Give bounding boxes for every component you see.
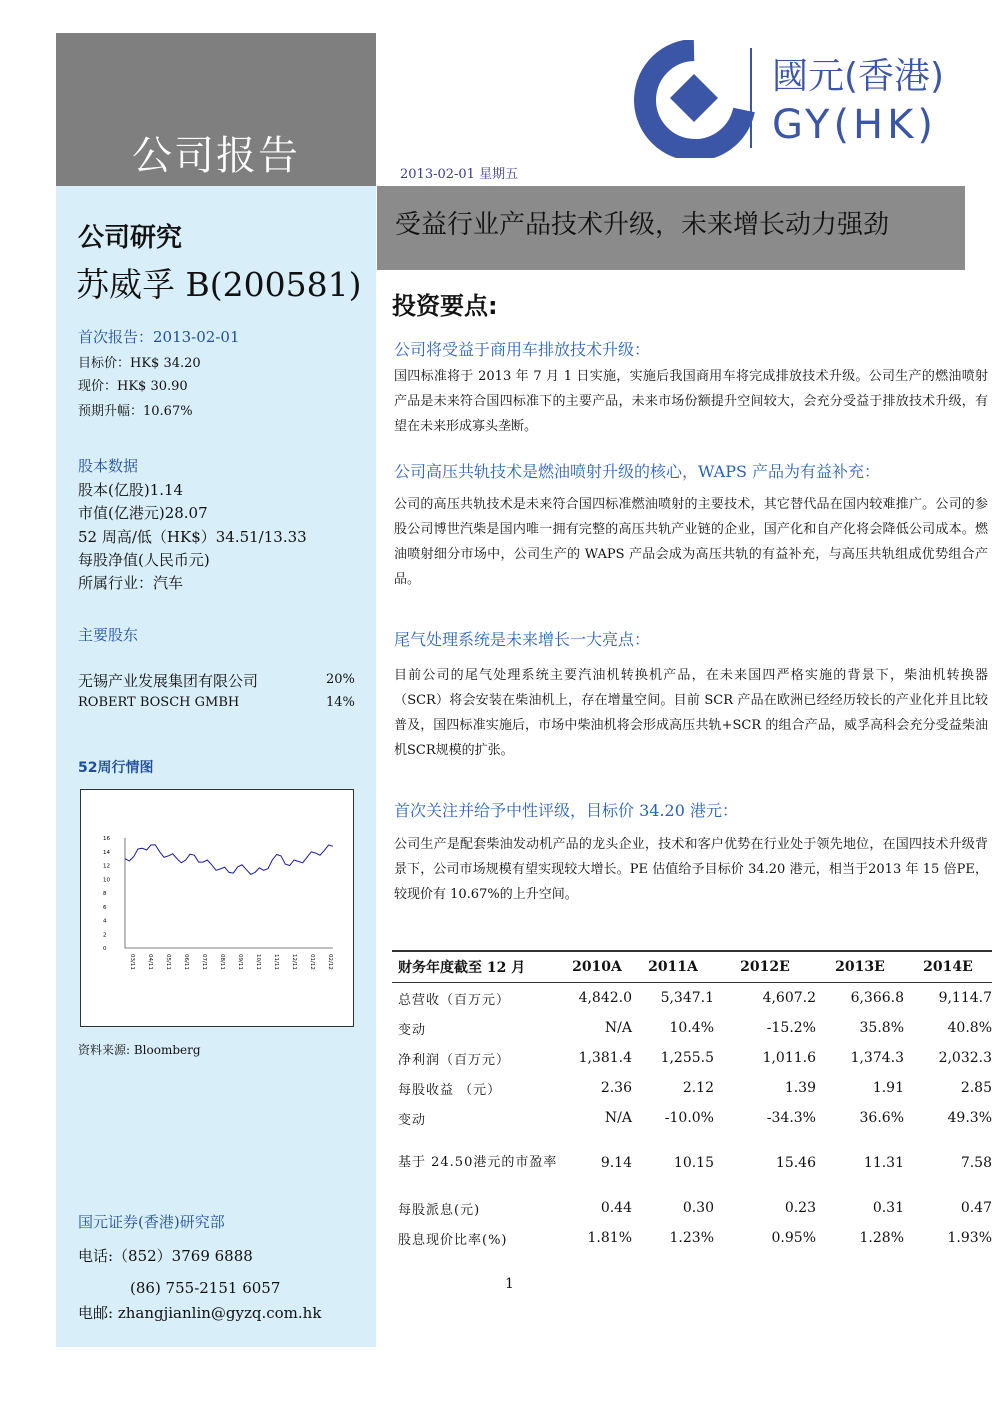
table-row bbox=[392, 1073, 992, 1103]
report-date: 2013-02-01 星期五 bbox=[400, 167, 519, 182]
y-tick-label: 4 bbox=[103, 918, 107, 925]
table-cell: 0.30 bbox=[682, 1200, 714, 1216]
row-label: 每股收益 （元） bbox=[398, 1082, 502, 1098]
section-title: 公司高压共轨技术是燃油喷射升级的核心，WAPS 产品为有益补充： bbox=[394, 462, 881, 481]
table-cell: 1.93% bbox=[947, 1230, 992, 1246]
shareholder-pct: 20% bbox=[326, 672, 355, 687]
company-logo bbox=[632, 40, 972, 158]
target-price: 目标价：HK$ 34.20 bbox=[78, 356, 201, 371]
table-header: 2014E bbox=[923, 959, 973, 975]
table-cell: 0.47 bbox=[960, 1200, 992, 1216]
table-header: 2013E bbox=[835, 959, 885, 975]
row-label: 变动 bbox=[398, 1022, 427, 1038]
table-row bbox=[392, 1013, 992, 1043]
table-header: 2010A bbox=[572, 959, 622, 975]
table-cell: 0.31 bbox=[872, 1200, 904, 1216]
x-tick-label: 04/11 bbox=[147, 954, 153, 970]
row-label: 变动 bbox=[398, 1112, 427, 1128]
table-header-row bbox=[392, 951, 992, 983]
table-cell: 1,255.5 bbox=[660, 1050, 714, 1066]
page-number: 1 bbox=[505, 1276, 514, 1292]
phone-cn: (86) 755-2151 6057 bbox=[130, 1279, 281, 1297]
table-cell: 4,842.0 bbox=[578, 990, 632, 1006]
table-cell: -15.2% bbox=[766, 1020, 816, 1036]
stock-name: 苏威孚 B(200581) bbox=[76, 265, 362, 304]
y-tick-label: 14 bbox=[103, 849, 110, 856]
table-cell: 36.6% bbox=[859, 1110, 904, 1126]
table-cell: 1,374.3 bbox=[850, 1050, 904, 1066]
logo-en-text: GY(HK) bbox=[772, 102, 937, 148]
row-label: 净利润（百万元） bbox=[398, 1052, 511, 1068]
x-tick-label: 08/11 bbox=[219, 954, 225, 970]
section-body: 国四标准将于 2013 年 7 月 1 日实施，实施后我国商用车将完成排放技术升级。公司生产的燃油喷射产品是未来符合国四标准下的主要产品，未来市场份额提升空间较大，会充分受益于排放技术升级，有望在未来形成寡头垄断。 bbox=[394, 369, 988, 434]
x-tick-label: 01/12 bbox=[309, 954, 315, 970]
first-report-date: 首次报告：2013-02-01 bbox=[78, 328, 240, 346]
section-title: 尾气处理系统是未来增长一大亮点： bbox=[394, 630, 651, 649]
data-source: 资料来源: Bloomberg bbox=[78, 1043, 201, 1057]
x-tick-label: 12/11 bbox=[291, 954, 297, 970]
expected-upside: 预期升幅：10.67% bbox=[78, 404, 193, 419]
table-cell: 1,011.6 bbox=[762, 1050, 816, 1066]
table-cell: 2,032.3 bbox=[938, 1050, 992, 1066]
table-cell: -34.3% bbox=[766, 1110, 816, 1126]
row-label: 股息现价比率(%) bbox=[398, 1232, 508, 1248]
chart-title: 52周行情图 bbox=[78, 760, 154, 776]
table-cell: 40.8% bbox=[947, 1020, 992, 1036]
y-tick-label: 6 bbox=[103, 904, 107, 911]
x-tick-label: 06/11 bbox=[183, 954, 189, 970]
section-title: 首次关注并给予中性评级，目标价 34.20 港元： bbox=[394, 801, 738, 820]
section-body: 目前公司的尾气处理系统主要汽油机转换机产品，在未来国四严格实施的背景下，柴油机转换器（SCR）将会安装在柴油机上，存在增量空间。目前 SCR 产品在欧洲已经经历较长的产业化并且比较普及，国四标准实施后，市场中柴油机将会形成高压共轨+SCR 的组合产品，威孚高科会充分受益柴油机SCR规模的扩张。 bbox=[394, 668, 988, 758]
price-line bbox=[125, 845, 333, 875]
stock-data-title: 股本数据 bbox=[78, 457, 139, 475]
table-cell: 1.91 bbox=[872, 1080, 904, 1096]
y-tick-label: 10 bbox=[103, 877, 110, 884]
table-row bbox=[392, 1103, 992, 1133]
table-cell: 0.23 bbox=[784, 1200, 816, 1216]
table-cell: 6,366.8 bbox=[850, 990, 904, 1006]
table-cell: 1,381.4 bbox=[578, 1050, 632, 1066]
stock-data-item: 52 周高/低（HK$）34.51/13.33 bbox=[78, 528, 307, 546]
x-tick-label: 03/11 bbox=[129, 954, 135, 970]
table-row bbox=[392, 1043, 992, 1073]
table-cell: -10.0% bbox=[664, 1110, 714, 1126]
section-body: 公司的高压共轨技术是未来符合国四标准燃油喷射的主要技术，其它替代品在国内较难推广。公司的参股公司博世汽柴是国内唯一拥有完整的高压共轨产业链的企业，国产化和自产化将会降低公司成本。燃油喷射细分市场中，公司生产的 WAPS 产品会成为高压共轨的有益补充，与高压共轨组成优势组合产品。 bbox=[394, 497, 988, 587]
table-cell: 4,607.2 bbox=[762, 990, 816, 1006]
table-cell: 9.14 bbox=[600, 1155, 632, 1171]
table-cell: 2.36 bbox=[600, 1080, 632, 1096]
row-label: 总营收（百万元） bbox=[398, 992, 511, 1008]
row-label: 基于 24.50港元的市盈率 bbox=[398, 1155, 558, 1170]
table-row bbox=[392, 1193, 992, 1223]
y-tick-label: 8 bbox=[103, 891, 107, 897]
price-chart-svg bbox=[81, 790, 353, 1026]
table-row bbox=[392, 1223, 992, 1253]
table-cell: 5,347.1 bbox=[660, 990, 714, 1006]
y-tick-label: 16 bbox=[103, 836, 110, 842]
x-tick-label: 10/11 bbox=[255, 954, 261, 970]
logo-cn-text: 國元(香港) bbox=[772, 56, 945, 97]
banner-title: 公司报告 bbox=[132, 133, 300, 179]
table-cell: 35.8% bbox=[859, 1020, 904, 1036]
x-tick-label: 07/11 bbox=[201, 954, 207, 970]
shareholders-title: 主要股东 bbox=[78, 626, 139, 644]
table-cell: 1.81% bbox=[587, 1230, 632, 1246]
phone-hk: 电话:（852）3769 6888 bbox=[78, 1247, 253, 1265]
y-tick-label: 2 bbox=[103, 932, 107, 939]
x-tick-label: 05/11 bbox=[165, 954, 171, 970]
table-cell: 1.39 bbox=[784, 1080, 816, 1096]
section-title: 公司将受益于商用车排放技术升级： bbox=[394, 340, 651, 359]
shareholder-name: ROBERT BOSCH GMBH bbox=[78, 695, 240, 710]
table-cell: N/A bbox=[604, 1110, 632, 1126]
shareholder-name: 无锡产业发展集团有限公司 bbox=[78, 672, 259, 690]
stock-data-item: 市值(亿港元)28.07 bbox=[78, 504, 208, 522]
investment-highlights-title: 投资要点: bbox=[392, 292, 498, 320]
x-tick-label: 02/12 bbox=[327, 954, 333, 970]
current-price: 现价：HK$ 30.90 bbox=[78, 379, 188, 394]
x-tick-label: 11/11 bbox=[273, 954, 279, 970]
stock-data-item: 所属行业：汽车 bbox=[78, 574, 184, 592]
table-header: 财务年度截至 12 月 bbox=[398, 960, 526, 976]
table-cell: N/A bbox=[604, 1020, 632, 1036]
table-cell: 15.46 bbox=[775, 1155, 816, 1171]
financial-table bbox=[392, 950, 992, 1253]
table-header: 2012E bbox=[740, 959, 790, 975]
report-category: 公司研究 bbox=[78, 223, 183, 253]
report-headline: 受益行业产品技术升级，未来增长动力强劲 bbox=[395, 210, 890, 240]
email: 电邮: zhangjianlin@gyzq.com.hk bbox=[78, 1304, 322, 1322]
table-row bbox=[392, 983, 992, 1014]
table-cell: 2.12 bbox=[682, 1080, 714, 1096]
x-tick-label: 09/11 bbox=[237, 954, 243, 970]
table-cell: 9,114.7 bbox=[938, 990, 992, 1006]
y-tick-label: 12 bbox=[103, 863, 110, 870]
chart-axes bbox=[125, 838, 333, 948]
stock-data-item: 每股净值(人民币元) bbox=[78, 551, 210, 569]
research-dept: 国元证券(香港)研究部 bbox=[78, 1213, 225, 1231]
row-label: 每股派息(元) bbox=[398, 1202, 481, 1218]
logo-emblem-icon bbox=[632, 40, 972, 158]
table-row bbox=[392, 1133, 992, 1193]
table-cell: 2.85 bbox=[960, 1080, 992, 1096]
table-cell: 0.95% bbox=[771, 1230, 816, 1246]
table-cell: 0.44 bbox=[600, 1200, 632, 1216]
shareholder-pct: 14% bbox=[326, 695, 355, 710]
table-cell: 10.15 bbox=[673, 1155, 714, 1171]
table-cell: 11.31 bbox=[863, 1155, 904, 1171]
table-cell: 1.23% bbox=[669, 1230, 714, 1246]
stock-data-item: 股本(亿股)1.14 bbox=[78, 481, 184, 499]
table-header: 2011A bbox=[648, 959, 698, 975]
table-cell: 49.3% bbox=[947, 1110, 992, 1126]
table-cell: 10.4% bbox=[669, 1020, 714, 1036]
table-cell: 7.58 bbox=[960, 1155, 992, 1171]
y-tick-label: 0 bbox=[103, 946, 107, 952]
price-chart bbox=[80, 789, 354, 1027]
section-body: 公司生产是配套柴油发动机产品的龙头企业，技术和客户优势在行业处于领先地位，在国四技术升级背景下，公司市场规模有望实现较大增长。PE 估值给予目标价 34.20 港元，相当于2013 年 15 倍PE，较现价有 10.67%的上升空间。 bbox=[394, 837, 988, 902]
table-cell: 1.28% bbox=[859, 1230, 904, 1246]
